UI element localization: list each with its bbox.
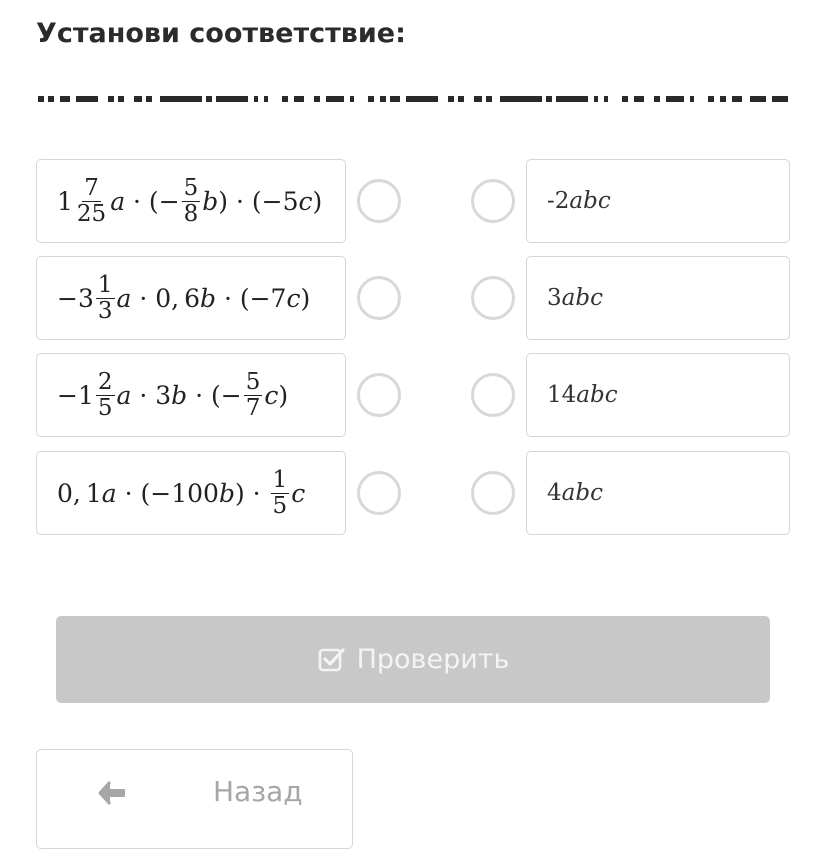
left-card-2[interactable] [36, 256, 346, 340]
expression-2: −3 $\frac{1}{3}$ a · 0, 6 b · (−7 c ) [57, 272, 311, 324]
answer-2: 3abc [547, 285, 603, 311]
right-card-3[interactable] [526, 353, 790, 437]
right-card-1[interactable] [526, 159, 790, 243]
left-radio-3[interactable] [357, 373, 401, 417]
dashed-separator [38, 92, 788, 106]
arrow-left-icon [97, 780, 127, 810]
right-card-2[interactable] [526, 256, 790, 340]
left-card-4[interactable] [36, 451, 346, 535]
check-button[interactable] [56, 616, 770, 703]
right-radio-4[interactable] [471, 471, 515, 515]
page-title: Установи соответствие: [36, 18, 406, 49]
right-radio-1[interactable] [471, 179, 515, 223]
expression-1: 1 $\frac{7}{25}$ a · (− $\frac{5}{8}$ b ) · (−5 c ) [57, 175, 323, 227]
left-radio-2[interactable] [357, 276, 401, 320]
right-radio-3[interactable] [471, 373, 515, 417]
check-button-label: Проверить [356, 644, 510, 675]
back-button-label: Назад [213, 775, 303, 808]
checkbox-checked-icon [317, 646, 345, 674]
right-card-4[interactable] [526, 451, 790, 535]
expression-4: 0, 1 a · (−100 b ) · $\frac{1}{5}$ c [57, 467, 306, 519]
back-button[interactable] [36, 749, 353, 849]
answer-4: 4abc [547, 480, 603, 506]
right-radio-2[interactable] [471, 276, 515, 320]
left-card-1[interactable] [36, 159, 346, 243]
left-radio-4[interactable] [357, 471, 401, 515]
left-card-3[interactable] [36, 353, 346, 437]
answer-1: -2abc [547, 188, 611, 214]
answer-3: 14abc [547, 382, 618, 408]
expression-3: −1 $\frac{2}{5}$ a · 3 b · (− $\frac{5}{7}$ c ) [57, 369, 289, 421]
left-radio-1[interactable] [357, 179, 401, 223]
